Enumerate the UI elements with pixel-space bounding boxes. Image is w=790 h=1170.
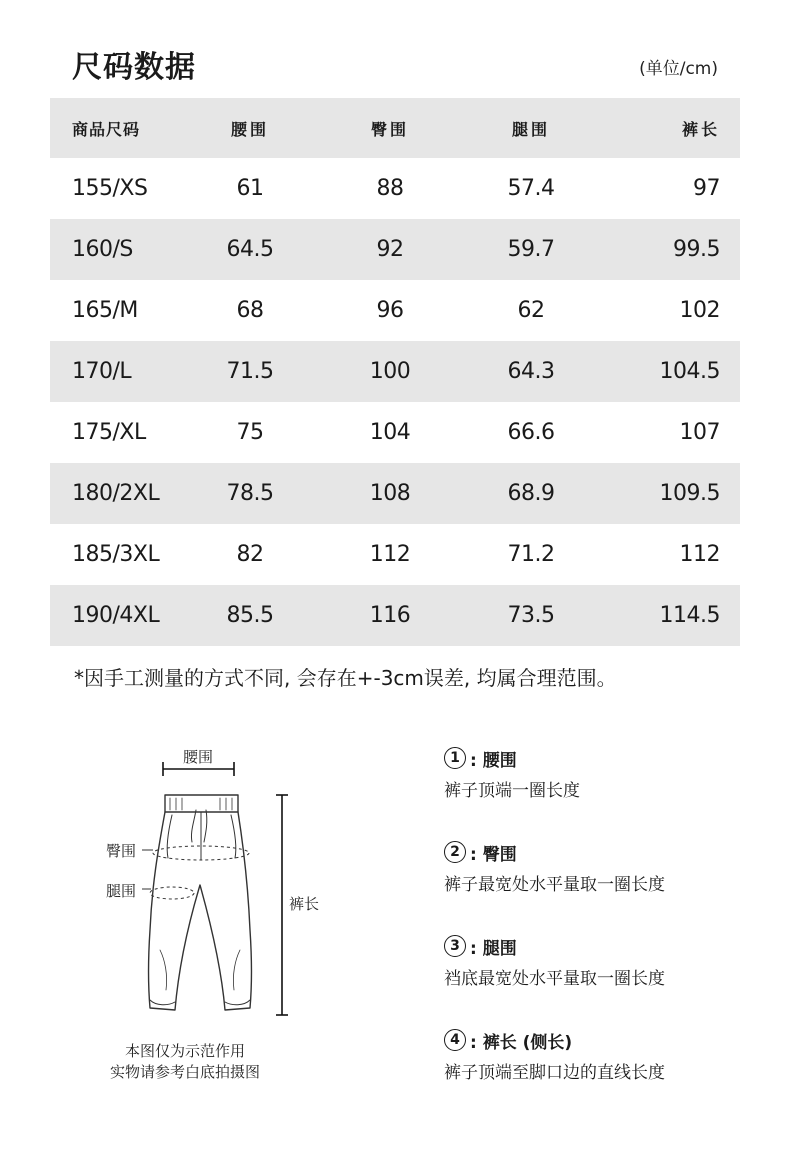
cell-length: 114.5 bbox=[659, 603, 720, 628]
table-row bbox=[50, 402, 740, 463]
cell-waist: 82 bbox=[236, 542, 264, 567]
cell-thigh: 73.5 bbox=[507, 603, 555, 628]
cell-hip: 92 bbox=[376, 237, 404, 262]
unit-note: (单位/cm) bbox=[639, 59, 718, 79]
page-title: 尺码数据 bbox=[72, 50, 196, 85]
diagram-label-length: 裤长 bbox=[289, 895, 320, 913]
legend-desc: 裆底最宽处水平量取一圈长度 bbox=[444, 969, 665, 989]
table-row bbox=[50, 524, 740, 585]
footnote: *因手工测量的方式不同, 会存在+-3cm误差, 均属合理范围。 bbox=[74, 666, 617, 690]
cell-thigh: 59.7 bbox=[507, 237, 555, 262]
diagram-caption bbox=[100, 1041, 270, 1083]
cell-length: 97 bbox=[693, 176, 720, 201]
diagram-caption-line2: 实物请参考白底拍摄图 bbox=[109, 1063, 260, 1081]
cell-thigh: 62 bbox=[517, 298, 545, 323]
cell-size: 175/XL bbox=[72, 420, 146, 445]
cell-size: 155/XS bbox=[72, 176, 148, 201]
legend-item bbox=[444, 746, 764, 801]
diagram-label-thigh: 腿围 bbox=[106, 882, 137, 900]
legend-title: : 裤长 (侧长) bbox=[470, 1032, 573, 1053]
cell-waist: 85.5 bbox=[226, 603, 274, 628]
legend-item bbox=[444, 1028, 764, 1083]
header-size: 商品尺码 bbox=[72, 119, 141, 139]
legend-title: : 腰围 bbox=[470, 750, 517, 771]
cell-hip: 100 bbox=[369, 359, 411, 384]
table-row bbox=[50, 280, 740, 341]
cell-hip: 112 bbox=[369, 542, 411, 567]
cell-size: 190/4XL bbox=[72, 603, 160, 628]
cell-thigh: 68.9 bbox=[507, 481, 555, 506]
cell-waist: 75 bbox=[236, 420, 264, 445]
header-thigh: 腿围 bbox=[511, 119, 550, 139]
cell-hip: 96 bbox=[376, 298, 404, 323]
hip-measure-oval bbox=[153, 846, 249, 860]
legend-number: 4 bbox=[444, 1029, 466, 1051]
legend-number: 2 bbox=[444, 841, 466, 863]
header-hip: 臀围 bbox=[370, 119, 409, 139]
diagram-label-waist: 腰围 bbox=[183, 748, 214, 766]
cell-hip: 116 bbox=[369, 603, 411, 628]
legend-title: : 臀围 bbox=[470, 844, 517, 865]
diagram-label-hip: 臀围 bbox=[106, 842, 137, 860]
cell-waist: 61 bbox=[236, 176, 264, 201]
legend-desc: 裤子顶端至脚口边的直线长度 bbox=[444, 1063, 665, 1083]
cell-length: 99.5 bbox=[673, 237, 720, 262]
table-row bbox=[50, 158, 740, 219]
legend-title: : 腿围 bbox=[470, 938, 517, 959]
cell-size: 170/L bbox=[72, 359, 132, 384]
cell-waist: 68 bbox=[236, 298, 264, 323]
cell-length: 104.5 bbox=[659, 359, 720, 384]
table-header-row bbox=[50, 98, 740, 158]
cell-thigh: 57.4 bbox=[507, 176, 555, 201]
table-row bbox=[50, 341, 740, 402]
cell-hip: 88 bbox=[376, 176, 404, 201]
legend-item bbox=[444, 934, 764, 989]
legend-desc: 裤子顶端一圈长度 bbox=[444, 781, 580, 801]
cell-thigh: 71.2 bbox=[507, 542, 555, 567]
legend-item bbox=[444, 840, 764, 895]
header-waist: 腰围 bbox=[230, 119, 269, 139]
thigh-measure-oval bbox=[150, 887, 194, 899]
pants-outline bbox=[149, 812, 252, 1010]
legend-desc: 裤子最宽处水平量取一圈长度 bbox=[444, 875, 665, 895]
legend-number: 3 bbox=[444, 935, 466, 957]
cell-hip: 108 bbox=[369, 481, 411, 506]
cell-length: 109.5 bbox=[659, 481, 720, 506]
diagram-caption-line1: 本图仅为示范作用 bbox=[124, 1042, 245, 1060]
cell-size: 180/2XL bbox=[72, 481, 160, 506]
waistband-shape bbox=[165, 795, 238, 812]
table-row bbox=[50, 463, 740, 524]
size-table bbox=[50, 98, 740, 646]
cell-thigh: 64.3 bbox=[507, 359, 555, 384]
cell-waist: 71.5 bbox=[226, 359, 274, 384]
cell-size: 185/3XL bbox=[72, 542, 160, 567]
cell-thigh: 66.6 bbox=[507, 420, 555, 445]
cell-waist: 64.5 bbox=[226, 237, 274, 262]
table-row bbox=[50, 585, 740, 646]
cell-size: 160/S bbox=[72, 237, 133, 262]
cell-length: 102 bbox=[679, 298, 720, 323]
table-row bbox=[50, 219, 740, 280]
cell-length: 107 bbox=[679, 420, 720, 445]
cell-waist: 78.5 bbox=[226, 481, 274, 506]
cell-size: 165/M bbox=[72, 298, 138, 323]
header-length: 裤长 bbox=[681, 119, 720, 139]
cell-hip: 104 bbox=[369, 420, 411, 445]
cell-length: 112 bbox=[679, 542, 720, 567]
legend-number: 1 bbox=[444, 747, 466, 769]
